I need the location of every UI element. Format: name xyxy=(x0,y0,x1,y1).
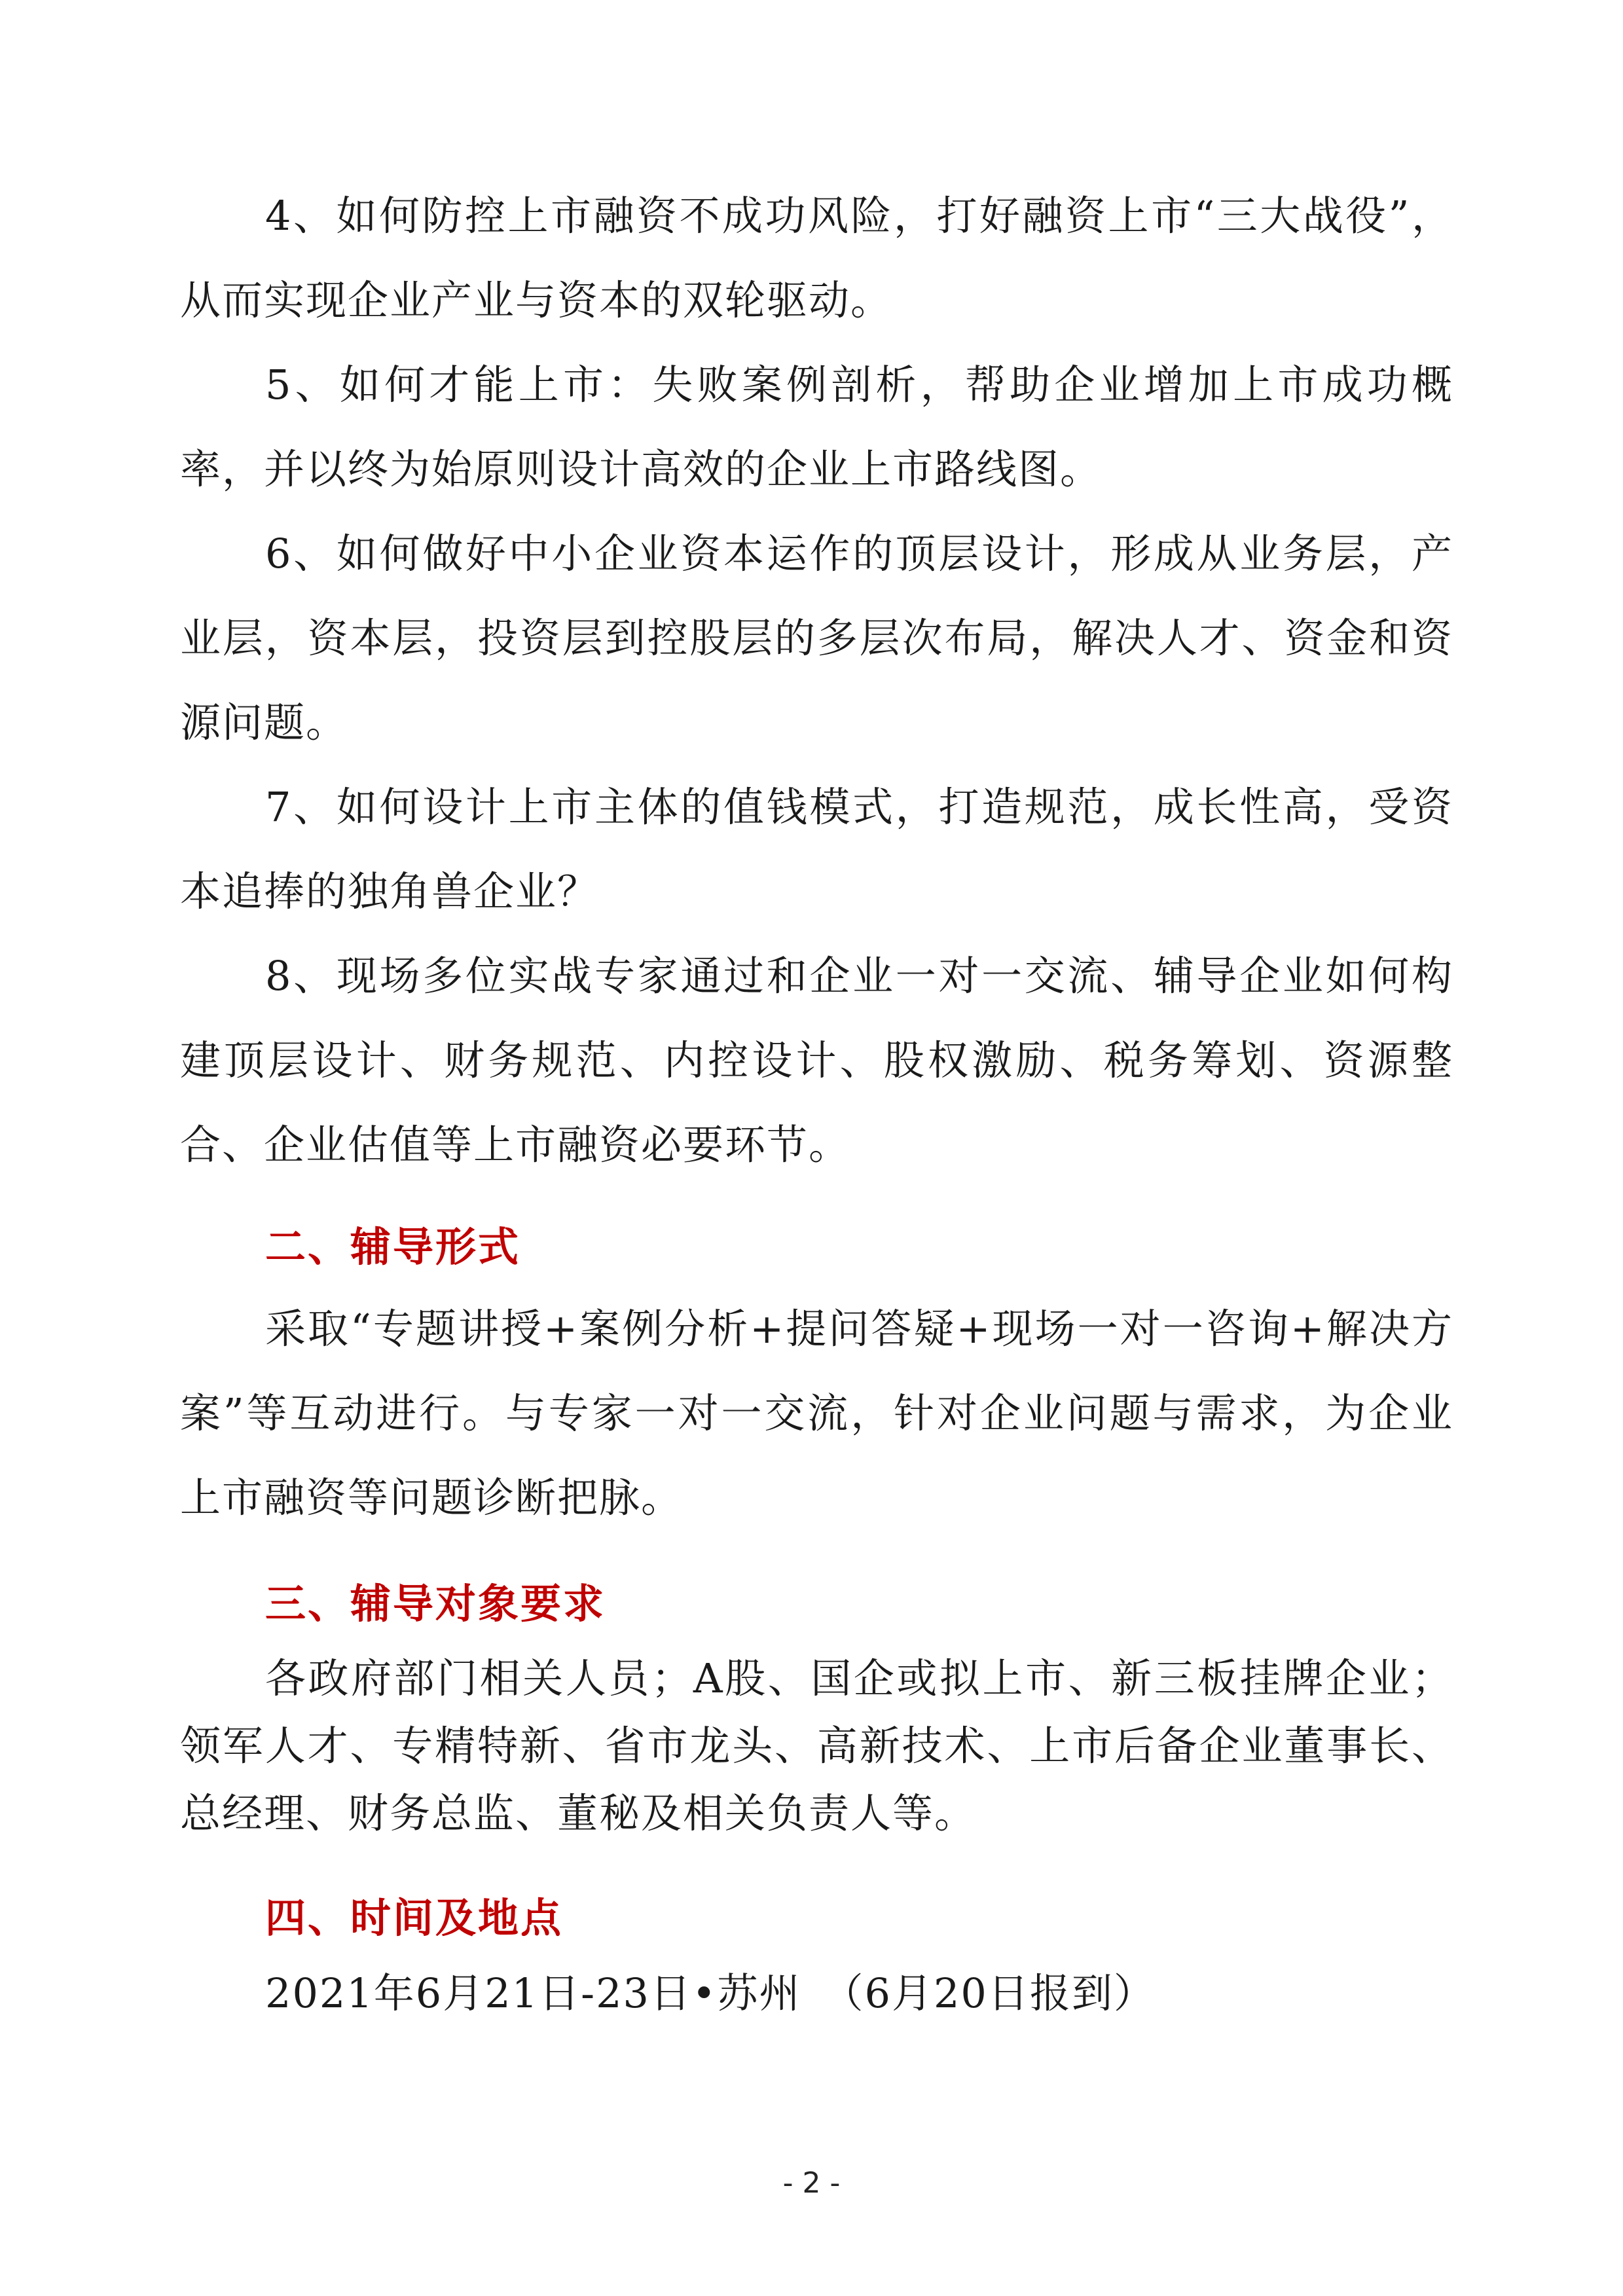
event-datetime: 2021年6月21日-23日•苏州 （6月20日报到） xyxy=(265,1969,1156,2017)
section-heading-audience: 三、辅导对象要求 xyxy=(265,1580,606,1628)
list-item-5: 5、如何才能上市：失败案例剖析，帮助企业增加上市成功概率，并以终为始原则设计高效的企业上市路线图。 xyxy=(180,361,1453,493)
section-text-format: 采取“专题讲授+案例分析+提问答疑+现场一对一咨询+解决方案”等互动进行。与专家一对一交流，针对企业问题与需求，为企业上市融资等问题诊断把脉。 xyxy=(180,1305,1453,1522)
list-item-8: 8、现场多位实战专家通过和企业一对一交流、辅导企业如何构建顶层设计、财务规范、内控设计、股权激励、税务筹划、资源整合、企业估值等上市融资必要环节。 xyxy=(180,952,1453,1169)
list-item-6: 6、如何做好中小企业资本运作的顶层设计，形成从业务层，产业层，资本层，投资层到控股层的多层次布局，解决人才、资金和资源问题。 xyxy=(180,530,1453,746)
section-heading-time-place: 四、时间及地点 xyxy=(265,1894,564,1942)
section-heading-format: 二、辅导形式 xyxy=(265,1223,521,1271)
section-text-audience: 各政府部门相关人员；A股、国企或拟上市、新三板挂牌企业；领军人才、专精特新、省市龙头、高新技术、上市后备企业董事长、总经理、财务总监、董秘及相关负责人等。 xyxy=(180,1654,1453,1837)
list-item-7: 7、如何设计上市主体的值钱模式，打造规范，成长性高，受资本追捧的独角兽企业？ xyxy=(180,783,1453,915)
page-number: - 2 - xyxy=(782,2166,841,2200)
list-item-4: 4、如何防控上市融资不成功风险，打好融资上市“三大战役”，从而实现企业产业与资本的双轮驱动。 xyxy=(180,192,1453,324)
